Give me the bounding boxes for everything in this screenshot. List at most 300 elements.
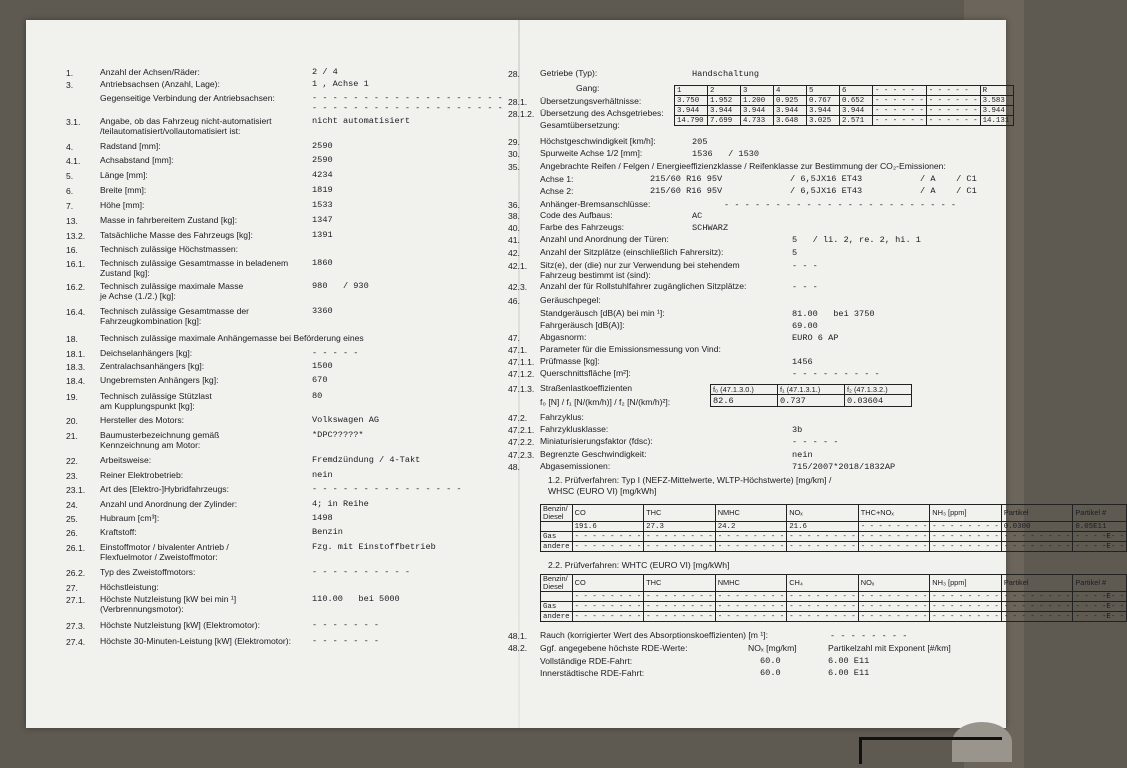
- field-value: 5 / li. 2, re. 2, hi. 1: [792, 235, 921, 245]
- emission-head: THC: [644, 505, 716, 522]
- field-label: Spurweite Achse 1/2 [mm]:: [540, 148, 643, 158]
- field-number: 13.2.: [66, 231, 86, 241]
- emission-cell: andere: [541, 542, 573, 552]
- emission-cell: - - - - - - - -: [930, 612, 1002, 622]
- tyre-class: / A / C1: [920, 186, 977, 196]
- field-value: 2590: [312, 155, 333, 165]
- field-number: 47.1.2.: [508, 369, 535, 379]
- gear-cell: 2.571: [840, 116, 873, 126]
- field-value: EURO 6 AP: [792, 333, 839, 343]
- field-value: - - -: [792, 261, 818, 271]
- field-value: 2 / 4: [312, 67, 338, 77]
- gear-cell: 14.131: [980, 116, 1013, 126]
- field-number: 41.: [508, 235, 520, 245]
- emission-cell: - - - - - - - -: [930, 592, 1002, 602]
- field-label: Höchstgeschwindigkeit [km/h]:: [540, 136, 656, 146]
- field-label: Fahrzyklus:: [540, 412, 584, 422]
- field-value: 4234: [312, 170, 333, 180]
- field-label: Tatsächliche Masse des Fahrzeugs [kg]:: [100, 230, 253, 240]
- field-label: Anzahl der Sitzplätze (einschließlich Fahrersitz):: [540, 247, 724, 257]
- field-number: 48.1.: [508, 631, 528, 641]
- gear-cell: - - - - -: [873, 86, 927, 96]
- field-number: 47.2.2.: [508, 437, 535, 447]
- field-label: Fahrgeräusch [dB(A)]:: [540, 320, 625, 330]
- emission-cell: 24.2: [715, 522, 787, 532]
- field-label: Technisch zulässige Höchstmassen:: [100, 244, 239, 254]
- field-number: 13.: [66, 216, 78, 226]
- field-number: 42.: [508, 248, 520, 258]
- field-label: Masse in fahrbereitem Zustand [kg]:: [100, 215, 238, 225]
- emission-cell: - - - - - - - -: [930, 522, 1002, 532]
- field-value: 4; in Reihe: [312, 499, 369, 509]
- emission-cell: - - - - - - - -: [930, 602, 1002, 612]
- gear-cell: 1.952: [708, 96, 741, 106]
- emission-cell: - - - -E- -: [1073, 532, 1127, 542]
- field-label: Miniaturisierungsfaktor (fdsc):: [540, 436, 653, 446]
- emission-cell: - - - - - - - -: [787, 542, 859, 552]
- field-label: Reiner Elektrobetrieb:: [100, 470, 184, 480]
- field-value: 1533: [312, 200, 333, 210]
- emission-cell: - - - - - - - -: [715, 612, 787, 622]
- emission-cell: - - - - - - - -: [1001, 542, 1073, 552]
- emission-cell: - - - - - - - -: [644, 542, 716, 552]
- field-label: Deichselanhängers [kg]:: [100, 348, 193, 358]
- emission-cell: - - - - - - - -: [715, 532, 787, 542]
- emission-cell: [541, 592, 573, 602]
- emission-cell: - - - - - - - -: [787, 592, 859, 602]
- axle-ratio-row: [675, 106, 1014, 116]
- rde-pn-head: Partikelzahl mit Exponent [#/km]: [828, 643, 951, 653]
- field-value: - - - - -: [792, 437, 839, 447]
- rim-size: / 6,5JX16 ET43: [790, 174, 863, 184]
- field-label: Anzahl und Anordnung der Türen:: [540, 234, 669, 244]
- right-column: [508, 20, 1125, 728]
- field-value: nicht automatisiert: [312, 116, 410, 126]
- emission-head: NOₓ: [858, 575, 930, 592]
- procedure-2-2: 2.2. Prüfverfahren: WHTC (EURO VI) [mg/kWh]: [548, 560, 730, 570]
- field-value: 205: [692, 137, 708, 147]
- emission-head: NMHC: [715, 505, 787, 522]
- road-load-head: f₂ (47.1.3.2.): [845, 385, 912, 395]
- field-number: 21.: [66, 431, 78, 441]
- emission-table-typ1: [540, 504, 1127, 552]
- tyre-size: 215/60 R16 95V: [650, 186, 723, 196]
- gear-cell: 0.925: [774, 96, 807, 106]
- emission-cell: - - - - - - - -: [930, 542, 1002, 552]
- field-number: 48.: [508, 462, 520, 472]
- field-label: Abgasnorm:: [540, 332, 587, 342]
- emission-head: NOₓ: [787, 505, 859, 522]
- tyre-size: 215/60 R16 95V: [650, 174, 723, 184]
- gear-cell: 3.944: [675, 106, 708, 116]
- field-label: Achsabstand [mm]:: [100, 155, 174, 165]
- field-number: 4.: [66, 142, 74, 152]
- emission-header: [541, 505, 1127, 522]
- field-label: Code des Aufbaus:: [540, 210, 613, 220]
- emission-cell: - - - - - - - -: [644, 612, 716, 622]
- gear-cell: 0.767: [807, 96, 840, 106]
- emission-cell: - - - -E- -: [1073, 542, 1127, 552]
- field-number: 26.: [66, 528, 78, 538]
- road-load-header: [711, 385, 912, 395]
- emission-row: [541, 612, 1127, 622]
- field-number: 42.3.: [508, 282, 528, 292]
- field-value: 1536 / 1530: [692, 149, 760, 159]
- field-number: 48.2.: [508, 643, 528, 653]
- emission-row: [541, 542, 1127, 552]
- gear-cell: 3.648: [774, 116, 807, 126]
- gear-cell: - - - - - -: [926, 116, 980, 126]
- gear-cell: 4.733: [741, 116, 774, 126]
- field-number: 3.: [66, 80, 74, 90]
- field-value: 1860: [312, 258, 333, 268]
- field-label: Fahrzyklusklasse:: [540, 424, 609, 434]
- field-value: AC: [692, 211, 703, 221]
- gear-cell: - - - - -: [926, 86, 980, 96]
- field-label: Höchstleistung:: [100, 582, 159, 592]
- gear-cell: 4: [774, 86, 807, 96]
- field-label: Farbe des Fahrzeugs:: [540, 222, 625, 232]
- road-load-value: 0.737: [778, 395, 845, 407]
- field-label: Anzahl der Achsen/Räder:: [100, 67, 200, 77]
- emission-cell: andere: [541, 612, 573, 622]
- gear-cell: 7.699: [708, 116, 741, 126]
- field-label: Angebrachte Reifen / Felgen / Energieeffizienzklasse / Reifenklasse zur Bestimmung der CO₂-Emissionen:: [540, 161, 946, 171]
- tyre-class: / A / C1: [920, 174, 977, 184]
- field-number: 16.1.: [66, 259, 86, 269]
- emission-cell: - - - - - - - -: [858, 602, 930, 612]
- field-value: - - - - -: [312, 348, 359, 358]
- field-number: 26.1.: [66, 543, 86, 553]
- rde-pn: 6.00 E11: [828, 656, 870, 666]
- road-load-value: 82.6: [711, 395, 778, 407]
- emission-cell: - - - - - - - -: [644, 592, 716, 602]
- field-value: Benzin: [312, 527, 343, 537]
- road-load-table: [710, 384, 912, 407]
- road-load-head: f₁ (47.1.3.1.): [778, 385, 845, 395]
- field-number: 47.2.: [508, 413, 528, 423]
- field-number: 27.1.: [66, 595, 86, 605]
- field-value: 5: [792, 248, 798, 258]
- field-value: - - - - - - -: [312, 620, 380, 630]
- emission-cell: - - - -E- -: [1073, 602, 1127, 612]
- field-number: 47.2.3.: [508, 450, 535, 460]
- emission-cell: - - - - - - - -: [930, 532, 1002, 542]
- emission-head: Benzin/ Diesel: [541, 575, 573, 592]
- field-number: 35.: [508, 162, 520, 172]
- field-number: 46.: [508, 296, 520, 306]
- gear-cell: 5: [807, 86, 840, 96]
- road-load-formula: f₀ [N] / f₁ [N/(km/h)] / f₂ [N/(km/h)²]:: [540, 397, 671, 407]
- emission-head: NH₃ [ppm]: [930, 505, 1002, 522]
- field-value: - - - - - - - - - - - - - - - - - - - - - - - - - - - - - - - - - - - - - -: [312, 93, 503, 113]
- field-label: Geräuschpegel:: [540, 295, 601, 305]
- field-value: - - - - - - - - - -: [312, 567, 410, 577]
- gear-cell: 3.944: [741, 106, 774, 116]
- field-value: Fzg. mit Einstoffbetrieb: [312, 542, 436, 552]
- emission-head: Partikel: [1001, 505, 1073, 522]
- emission-head: NMHC: [715, 575, 787, 592]
- field-value: 2590: [312, 141, 333, 151]
- field-value: 110.00 bei 5000: [312, 594, 400, 604]
- emission-cell: 191.6: [572, 522, 644, 532]
- field-value: 81.00 bei 3750: [792, 309, 875, 319]
- field-label: Rauch (korrigierter Wert des Absorptionskoeffizienten) [m ¹]:: [540, 630, 768, 640]
- field-label: Breite [mm]:: [100, 185, 147, 195]
- emission-cell: 27.3: [644, 522, 716, 532]
- field-number: 47.: [508, 333, 520, 343]
- field-number: 40.: [508, 223, 520, 233]
- field-value: 1500: [312, 361, 333, 371]
- gear-cell: 3.750: [675, 96, 708, 106]
- rim-size: / 6,5JX16 ET43: [790, 186, 863, 196]
- field-value: Volkswagen AG: [312, 415, 380, 425]
- emission-cell: - - - - - - - -: [715, 592, 787, 602]
- gear-cell: 3.944: [807, 106, 840, 116]
- corner-mark: [859, 737, 1002, 764]
- field-value: - - - - - - -: [312, 636, 380, 646]
- registration-document: [26, 20, 1125, 728]
- emission-head: Partikel: [1001, 575, 1073, 592]
- gear-header-row: [675, 86, 1014, 96]
- emission-head: Partikel #: [1073, 505, 1127, 522]
- emission-cell: - - - - - - - -: [858, 592, 930, 602]
- rde-nox: 60.0: [760, 656, 781, 666]
- field-label: Höchste 30-Minuten-Leistung [kW] (Elektromotor):: [100, 636, 292, 646]
- emission-cell: - - - - - - - -: [858, 612, 930, 622]
- field-number: 47.1.1.: [508, 357, 535, 367]
- field-value: 3b: [792, 425, 803, 435]
- field-label: Parameter für die Emissionsmessung von Vind:: [540, 344, 721, 354]
- field-number: 42.1.: [508, 261, 528, 271]
- field-value: 80: [312, 391, 323, 401]
- field-number: 16.4.: [66, 307, 86, 317]
- field-value: 69.00: [792, 321, 818, 331]
- field-value: 715/2007*2018/1832AP: [792, 462, 896, 472]
- gear-cell: - - - - - -: [926, 106, 980, 116]
- field-value: nein: [792, 450, 813, 460]
- emission-cell: - - - - - - - -: [1001, 532, 1073, 542]
- emission-cell: - - - - - - - -: [858, 522, 930, 532]
- field-number: 27.: [66, 583, 78, 593]
- field-number: 18.: [66, 334, 78, 344]
- field-label: Antriebsachsen (Anzahl, Lage):: [100, 79, 220, 89]
- field-number: 27.3.: [66, 621, 86, 631]
- field-value: - - - - - - - - -: [792, 369, 880, 379]
- field-value: nein: [312, 470, 333, 480]
- rde-label: Innerstädtische RDE-Fahrt:: [540, 668, 645, 678]
- field-label: Gegenseitige Verbindung der Antriebsachsen:: [100, 93, 275, 103]
- field-number: 47.1.: [508, 345, 528, 355]
- emission-head: THC+NOₓ: [858, 505, 930, 522]
- field-value: 1 , Achse 1: [312, 79, 369, 89]
- field-number: 27.4.: [66, 637, 86, 647]
- emission-cell: - - - - - - - -: [572, 612, 644, 622]
- emission-cell: - - - - - - - -: [1001, 602, 1073, 612]
- field-number: 3.1.: [66, 117, 81, 127]
- rde-nox-head: NOₓ [mg/km]: [748, 643, 797, 653]
- field-number: 24.: [66, 500, 78, 510]
- emission-cell: - - - -E- -: [1073, 592, 1127, 602]
- emission-cell: - - - - - - - -: [572, 542, 644, 552]
- field-label: Querschnittsfläche [m²]:: [540, 368, 631, 378]
- field-label: Länge [mm]:: [100, 170, 148, 180]
- field-label: Übersetzung des Achsgetriebes:: [540, 108, 664, 118]
- field-value: SCHWARZ: [692, 223, 729, 233]
- gear-cell: R: [980, 86, 1013, 96]
- gear-cell: 3.944: [708, 106, 741, 116]
- gear-cell: 1.200: [741, 96, 774, 106]
- field-number: 7.: [66, 201, 74, 211]
- emission-row: [541, 602, 1127, 612]
- field-number: 4.1.: [66, 156, 81, 166]
- field-label: Getriebe (Typ):: [540, 68, 598, 78]
- field-number: 6.: [66, 186, 74, 196]
- emission-header: [541, 575, 1127, 592]
- gear-cell: 3.025: [807, 116, 840, 126]
- field-label: Baumusterbezeichnung gemäß Kennzeichnung am Motor:: [100, 430, 220, 450]
- rde-nox: 60.0: [760, 668, 781, 678]
- field-value: - - - - - - - - - - - - - - -: [312, 484, 462, 494]
- field-label: Zentralachsanhängers [kg]:: [100, 361, 205, 371]
- field-number: 22.: [66, 456, 78, 466]
- road-load-values: [711, 395, 912, 407]
- gear-cell: - - - - - -: [926, 96, 980, 106]
- field-label: Übersetzungsverhältnisse:: [540, 96, 642, 106]
- field-label: Gesamtübersetzung:: [540, 120, 620, 130]
- field-value: 1391: [312, 230, 333, 240]
- emission-cell: - - - - - - - -: [787, 612, 859, 622]
- emission-cell: [541, 522, 573, 532]
- field-number: 20.: [66, 416, 78, 426]
- field-value: 1347: [312, 215, 333, 225]
- emission-cell: - - - - - - - -: [715, 602, 787, 612]
- emission-cell: - - - - - - - -: [858, 542, 930, 552]
- road-load-value: 0.03604: [845, 395, 912, 407]
- field-label: Typ des Zweistoffmotors:: [100, 567, 196, 577]
- field-label: Technisch zulässige Stützlast am Kupplungspunkt [kg]:: [100, 391, 212, 411]
- field-value: 980 / 930: [312, 281, 369, 291]
- emission-cell: - - - - - - - -: [858, 532, 930, 542]
- field-label: Anzahl der für Rollstuhlfahrer zugänglichen Sitzplätze:: [540, 281, 747, 291]
- field-number: 28.1.2.: [508, 109, 535, 119]
- field-number: 28.: [508, 69, 520, 79]
- emission-head: CO: [572, 505, 644, 522]
- field-label: Hubraum [cm³]:: [100, 513, 160, 523]
- field-value: Handschaltung: [692, 69, 760, 79]
- gear-cell: - - - - - -: [873, 106, 927, 116]
- field-label: Einstoffmotor / bivalenter Antrieb / Flexfuelmotor / Zweistoffmotor:: [100, 542, 229, 562]
- gear-label: Gang:: [576, 83, 600, 93]
- field-label: Anhänger-Bremsanschlüsse:: [540, 199, 651, 209]
- field-label: Standgeräusch [dB(A) bei min ¹]:: [540, 308, 665, 318]
- field-number: 5.: [66, 171, 74, 181]
- road-load-head: f₀ (47.1.3.0.): [711, 385, 778, 395]
- field-label: Höchste Nutzleistung [kW] (Elektromotor):: [100, 620, 260, 630]
- field-label: Höchste Nutzleistung [kW bei min ¹] (Verbrennungsmotor):: [100, 594, 237, 614]
- emission-cell: Gas: [541, 532, 573, 542]
- field-value: - - -: [792, 282, 818, 292]
- total-ratio-row: [675, 116, 1014, 126]
- field-label: Ungebremsten Anhängers [kg]:: [100, 375, 219, 385]
- field-number: 16.: [66, 245, 78, 255]
- field-label: Art des [Elektro-]Hybridfahrzeugs:: [100, 484, 229, 494]
- left-column: [26, 20, 518, 728]
- field-number: 23.: [66, 471, 78, 481]
- field-value: 1819: [312, 185, 333, 195]
- emission-cell: - - - - - - - -: [1001, 612, 1073, 622]
- field-label: Anzahl und Anordnung der Zylinder:: [100, 499, 238, 509]
- field-label: Technisch zulässige maximale Anhängemasse bei Beförderung eines: [100, 333, 364, 343]
- gear-ratio-table: [674, 85, 1014, 126]
- field-number: 23.1.: [66, 485, 86, 495]
- emission-cell: 0.0300: [1001, 522, 1073, 532]
- emission-row: [541, 532, 1127, 542]
- field-number: 18.1.: [66, 349, 86, 359]
- gear-cell: 3: [741, 86, 774, 96]
- gear-cell: 3.583: [980, 96, 1013, 106]
- field-label: Technisch zulässige Gesamtmasse in beladenem Zustand [kg]:: [100, 258, 289, 278]
- rde-pn: 6.00 E11: [828, 668, 870, 678]
- field-number: 25.: [66, 514, 78, 524]
- field-number: 47.1.3.: [508, 384, 535, 394]
- field-label: Technisch zulässige maximale Masse je Achse (1./2.) [kg]:: [100, 281, 244, 301]
- field-number: 18.4.: [66, 376, 86, 386]
- gear-cell: - - - - - -: [873, 96, 927, 106]
- emission-head: CO: [572, 575, 644, 592]
- gear-cell: 3.944: [980, 106, 1013, 116]
- field-label: Angabe, ob das Fahrzeug nicht-automatisiert /teilautomatisiert/vollautomatisiert ist:: [100, 116, 272, 136]
- field-number: 47.2.1.: [508, 425, 535, 435]
- emission-head: Benzin/ Diesel: [541, 505, 573, 522]
- field-label: Kraftstoff:: [100, 527, 137, 537]
- emission-cell: - - - - - - - -: [644, 532, 716, 542]
- tyre-axle: Achse 2:: [540, 186, 574, 196]
- emission-cell: 0.05E11: [1073, 522, 1127, 532]
- gear-cell: 3.944: [840, 106, 873, 116]
- field-value: *DPC?????*: [312, 430, 364, 440]
- field-number: 30.: [508, 149, 520, 159]
- emission-cell: Gas: [541, 602, 573, 612]
- field-label: Straßenlastkoeffizienten: [540, 383, 633, 393]
- field-value: - - - - - - - - - - - - - - - - - - - - - - -: [724, 200, 957, 210]
- emission-cell: - - - -E- -: [1073, 612, 1127, 622]
- field-label: Abgasemissionen:: [540, 461, 611, 471]
- field-number: 19.: [66, 392, 78, 402]
- field-label: Arbeitsweise:: [100, 455, 152, 465]
- field-number: 36.: [508, 200, 520, 210]
- gear-cell: 14.790: [675, 116, 708, 126]
- emission-head: NH₃ [ppm]: [930, 575, 1002, 592]
- field-value: Fremdzündung / 4-Takt: [312, 455, 421, 465]
- field-value: 1456: [792, 357, 813, 367]
- tyre-axle: Achse 1:: [540, 174, 574, 184]
- field-number: 26.2.: [66, 568, 86, 578]
- emission-cell: - - - - - - - -: [572, 532, 644, 542]
- emission-cell: - - - - - - - -: [715, 542, 787, 552]
- emission-table-whtc: [540, 574, 1127, 622]
- field-number: 16.2.: [66, 282, 86, 292]
- field-number: 28.1.: [508, 97, 528, 107]
- emission-cell: - - - - - - - -: [572, 602, 644, 612]
- field-label: Sitz(e), der (die) nur zur Verwendung bei stehendem Fahrzeug bestimmt ist (sind):: [540, 260, 740, 280]
- emission-cell: - - - - - - - -: [644, 602, 716, 612]
- emission-cell: - - - - - - - -: [572, 592, 644, 602]
- emission-row: [541, 522, 1127, 532]
- gear-cell: 2: [708, 86, 741, 96]
- field-number: 38.: [508, 211, 520, 221]
- field-value: 1498: [312, 513, 333, 523]
